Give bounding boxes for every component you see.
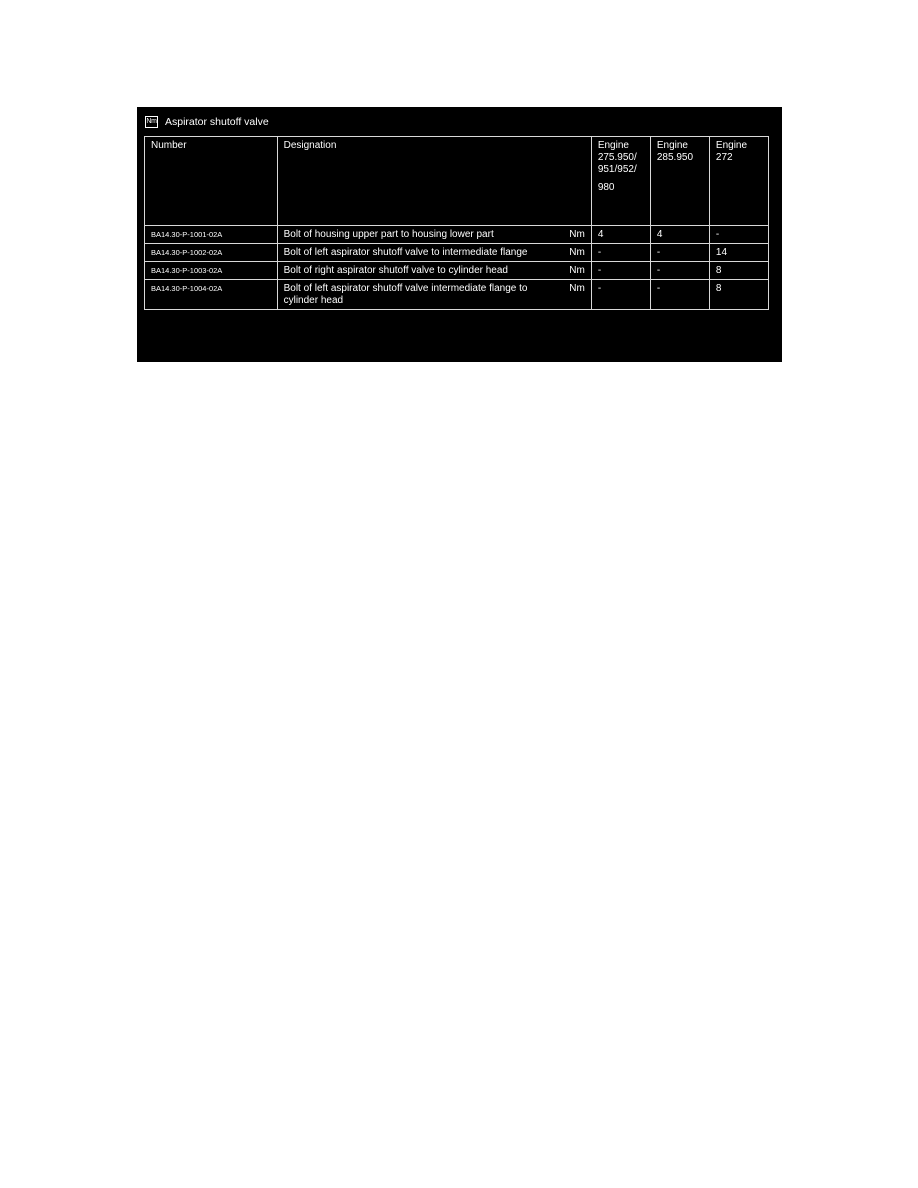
row-designation — [277, 226, 591, 244]
row-engine-1-value: 4 — [591, 226, 650, 244]
row-engine-1-value: - — [591, 262, 650, 280]
row-engine-3-value: 14 — [709, 244, 768, 262]
header-engine-1-line: 275.950/ — [597, 152, 637, 163]
header-engine-1-line: Engine — [597, 140, 629, 151]
row-number: BA14.30-P-1001-02A — [145, 226, 278, 244]
row-unit: Nm — [569, 283, 585, 294]
row-unit: Nm — [569, 247, 585, 258]
row-engine-1-value: - — [591, 244, 650, 262]
row-designation-text: Bolt of left aspirator shutoff valve to intermediate flange — [283, 247, 528, 258]
header-engine-2 — [650, 137, 709, 226]
row-designation — [277, 262, 591, 280]
row-number: BA14.30-P-1004-02A — [145, 280, 278, 310]
header-engine-1 — [591, 137, 650, 226]
row-engine-2-value: - — [650, 280, 709, 310]
table-row — [145, 244, 769, 262]
row-designation-text: Bolt of housing upper part to housing lower part — [283, 229, 494, 240]
header-engine-3-line: 272 — [715, 152, 733, 163]
header-engine-2-line: 285.950 — [656, 152, 694, 163]
torque-spec-table — [144, 136, 769, 310]
table-row — [145, 226, 769, 244]
table-row — [145, 280, 769, 310]
row-designation — [277, 280, 591, 310]
row-engine-3-value: 8 — [709, 280, 768, 310]
header-engine-3 — [709, 137, 768, 226]
header-engine-1-line: 951/952/ — [597, 164, 637, 175]
row-designation — [277, 244, 591, 262]
row-engine-3-value: 8 — [709, 262, 768, 280]
row-engine-3-value: - — [709, 226, 768, 244]
row-unit: Nm — [569, 265, 585, 276]
row-engine-1-value: - — [591, 280, 650, 310]
row-designation-text: Bolt of left aspirator shutoff valve intermediate flange to cylinder head — [283, 283, 528, 306]
panel-title-text: Aspirator shutoff valve — [165, 116, 269, 128]
header-engine-1-line: 980 — [597, 182, 615, 193]
row-number: BA14.30-P-1002-02A — [145, 244, 278, 262]
row-engine-2-value: - — [650, 244, 709, 262]
header-designation: Designation — [277, 137, 591, 226]
header-engine-3-line: Engine — [715, 140, 748, 151]
row-number: BA14.30-P-1003-02A — [145, 262, 278, 280]
panel-title — [145, 114, 269, 130]
table-row — [145, 262, 769, 280]
torque-spec-panel — [137, 107, 782, 362]
torque-nm-icon: Nm — [145, 116, 158, 128]
row-engine-2-value: - — [650, 262, 709, 280]
row-engine-2-value: 4 — [650, 226, 709, 244]
row-designation-text: Bolt of right aspirator shutoff valve to cylinder head — [283, 265, 508, 276]
row-unit: Nm — [569, 229, 585, 240]
header-number: Number — [145, 137, 278, 226]
header-engine-2-line: Engine — [656, 140, 688, 151]
header-row — [145, 137, 769, 226]
